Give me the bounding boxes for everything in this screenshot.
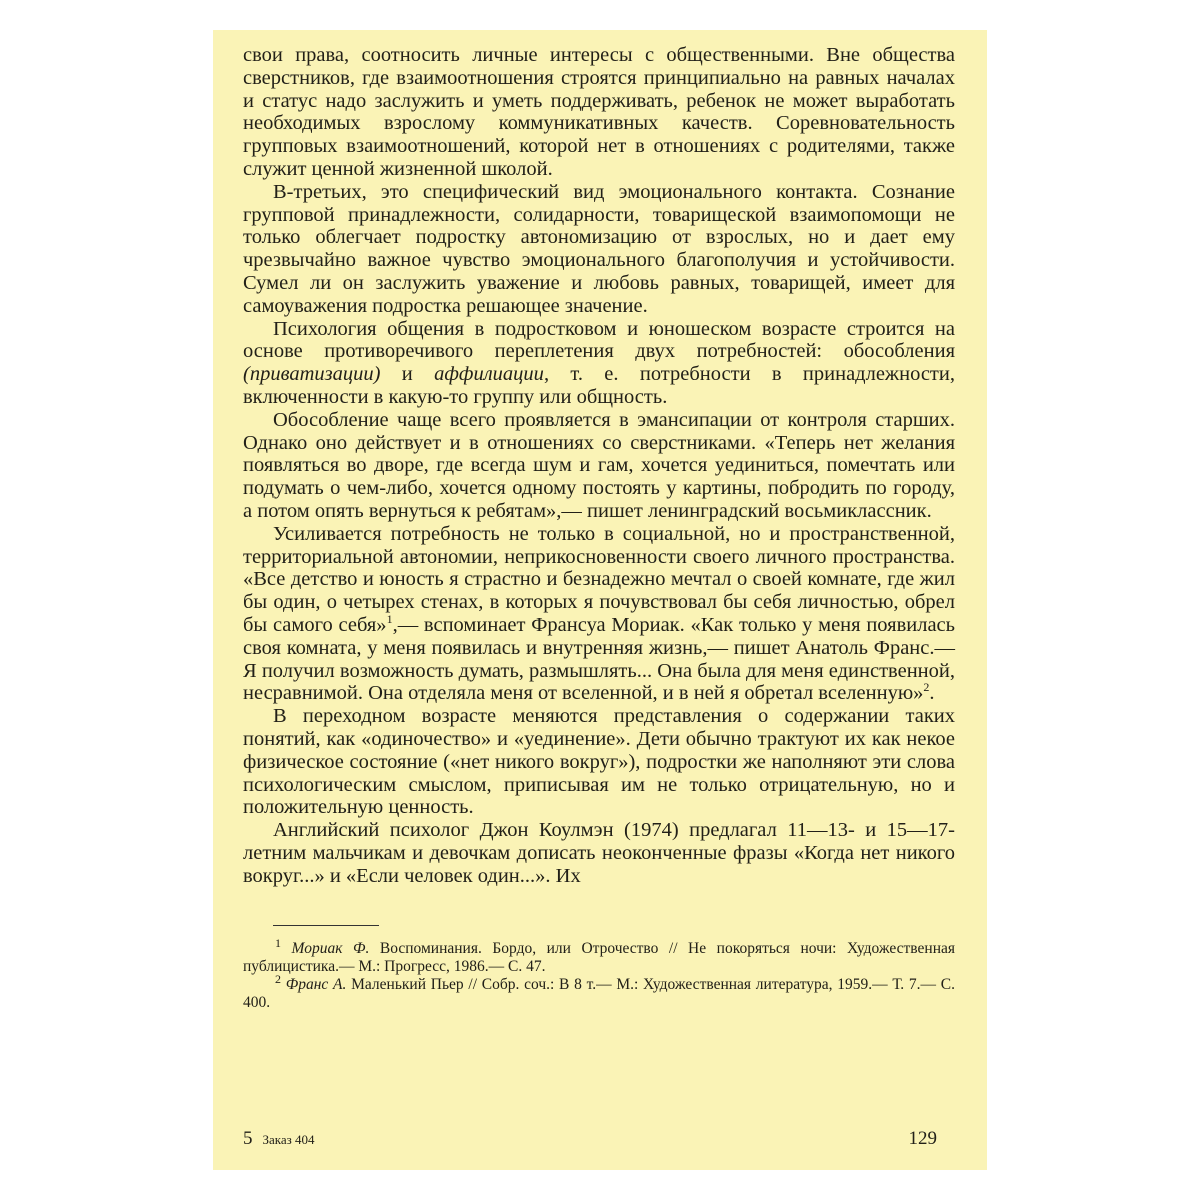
page-footer	[243, 1128, 937, 1150]
paragraph	[243, 181, 955, 318]
text-run: свои права, соотносить личные интересы с общественными. Вне общества сверстников, где взаимоотношения строятся принципиально на равных началах и статус надо заслужить и уметь поддерживать, ребенок не может выработать необходимых взрослому коммуникативных качеств. Соревновательность групповых взаимоотношений, которой нет в отношениях с родителями, также служит ценной жизненной школой.	[243, 44, 955, 180]
footnote-author: Мориак Ф.	[291, 940, 370, 958]
footnote-separator	[273, 925, 379, 926]
footnotes	[243, 936, 956, 1012]
main-text	[243, 44, 955, 887]
text-run: ,— вспоминает Франсуа Мориак. «Как только у меня появилась своя комната, у меня появилась и внутренняя жизнь,— пишет Анатоль Франс.— Я получил возможность думать, размышлять... Она была для меня единственной, несравнимой. Она отделяла меня от вселенной, и в ней я обретал вселенную»	[243, 613, 956, 705]
footnote-text: Маленький Пьер // Собр. соч.: В 8 т.— М.: Художественная литература, 1959.— Т. 7.— С. 400.	[243, 976, 956, 1012]
footnote-mark: 2	[275, 972, 281, 987]
paragraph	[243, 318, 955, 409]
text-run: .	[929, 682, 935, 705]
footnote-ref: 1	[386, 612, 393, 627]
text-run: В переходном возрасте меняются представления о содержании таких понятий, как «одиночество» и «уединение». Дети обычно трактуют их как некое физическое состояние («нет никого вокруг»), подростки же наполняют эти слова психологическим смыслом, приписывая им не только отрицательную, но и положительную ценность.	[243, 705, 955, 819]
page-number: 129	[908, 1128, 937, 1149]
emphasis-term: (приватизации)	[243, 363, 381, 386]
text-run: В-третьих, это специфический вид эмоционального контакта. Сознание групповой принадлежности, солидарности, товарищеской взаимопомощи не только облегчает подростку автономизацию от взрослых, но и дает ему чрезвычайно важное чувство эмоционального благополучия и устойчивости. Сумел ли он заслужить уважение и любовь равных, товарищей, имеет для самоуважения подростка решающее значение.	[243, 180, 955, 317]
text-run: Психология общения в подростковом и юношеском возрасте строится на основе противоречивого переплетения двух потребностей: обособления	[243, 317, 955, 363]
text-run: Обособление чаще всего проявляется в эмансипации от контроля старших. Однако оно действует и в отношениях со сверстниками. «Теперь нет желания появляться во дворе, где всегда шум и гам, хочется уединиться, помечтать или подумать о чем-либо, хочется одному постоять у картины, побродить по городу, а потом опять вернуться к ребятам»,— пишет ленинградский восьмиклассник.	[243, 408, 955, 522]
paragraph	[243, 409, 955, 523]
text-run: и	[380, 363, 435, 386]
footnote-ref: 2	[923, 680, 930, 695]
printer-signature	[243, 1128, 315, 1150]
book-page	[213, 30, 987, 1170]
footnote-mark: 1	[275, 936, 281, 951]
signature-number: 5	[243, 1128, 253, 1149]
text-run: Усиливается потребность не только в социальной, но и пространственной, территориальной автономии, неприкосновенности своего личного пространства. «Все детство и юность я страстно и безнадежно мечтал о своей комнате, где жил бы один, о четырех стенах, в которых я почувствовал бы себя личностью, обрел бы самого себя»	[243, 522, 955, 636]
paragraph	[243, 523, 955, 705]
paragraph	[243, 705, 955, 819]
footnote	[243, 936, 956, 976]
text-run: , т. е. потребности в принадлежности, включенности в какую-то группу или общность.	[243, 363, 955, 408]
footnote	[243, 972, 956, 1012]
paragraph	[243, 44, 955, 181]
emphasis-term: аффилиации	[434, 363, 544, 386]
text-run: Английский психолог Джон Коулмэн (1974) предлагал 11—13- и 15—17-летним мальчикам и девочкам дописать неоконченные фразы «Когда нет никого вокруг...» и «Если человек один...». Их	[243, 819, 955, 887]
footnote-text: Воспоминания. Бордо, или Отрочество // Не покоряться ночи: Художественная публицистика.— М.: Прогресс, 1986.— С. 47.	[243, 940, 956, 976]
order-number: Заказ 404	[262, 1132, 315, 1147]
paragraph	[243, 819, 955, 887]
footnote-author: Франс А.	[285, 976, 347, 994]
